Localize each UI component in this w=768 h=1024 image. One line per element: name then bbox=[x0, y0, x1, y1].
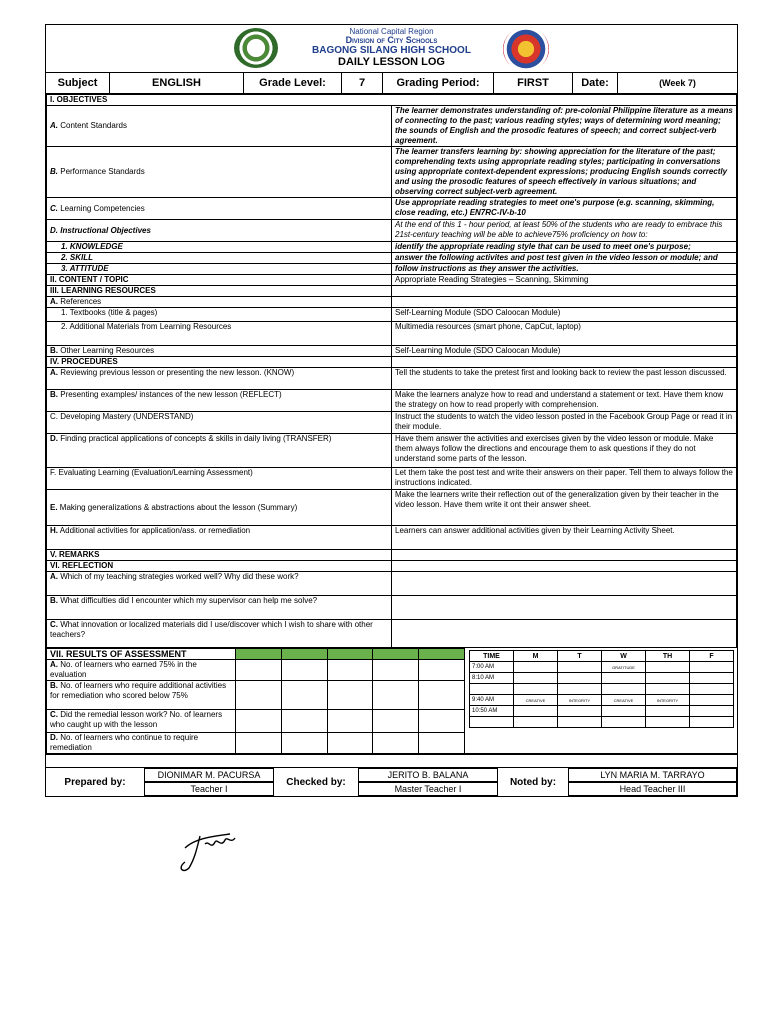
procedure-label: F. Evaluating Learning (Evaluation/Learning Assessment) bbox=[47, 468, 392, 490]
schedule-cell: GRATITUDE bbox=[602, 662, 646, 673]
resources-heading: III. LEARNING RESOURCES bbox=[47, 286, 392, 297]
assessment-table bbox=[46, 648, 465, 754]
content-standards-text: The learner demonstrates understanding of: pre-colonial Philippine literature as a means of connecting to the past; various reading styles; ways of determining word meaning; the sounds of English and the prosodic features of speech; and correct subject-verb agreement. bbox=[392, 106, 737, 147]
schedule-area bbox=[465, 648, 737, 754]
schedule-cell: INTEGRITY bbox=[646, 695, 690, 706]
school-seal-logo bbox=[234, 28, 278, 68]
schedule-cell bbox=[690, 673, 734, 684]
schedule-cell bbox=[646, 673, 690, 684]
references-label: A. References bbox=[47, 297, 392, 308]
lesson-table bbox=[46, 94, 737, 648]
procedure-label: A. Reviewing previous lesson or presenting the new lesson. (KNOW) bbox=[47, 368, 392, 390]
prepared-by-role: Teacher I bbox=[144, 782, 274, 796]
schedule-cell bbox=[602, 717, 646, 728]
schedule-table bbox=[469, 650, 734, 728]
schedule-cell: INTEGRITY bbox=[558, 695, 602, 706]
document-header bbox=[46, 25, 737, 73]
schedule-cell bbox=[602, 684, 646, 695]
content-heading: II. CONTENT / TOPIC bbox=[47, 275, 392, 286]
schedule-header: W bbox=[602, 651, 646, 662]
schedule-cell bbox=[514, 684, 558, 695]
schedule-cell: 10:50 AM bbox=[470, 706, 514, 717]
noted-by-role: Head Teacher III bbox=[568, 782, 737, 796]
subject-value: ENGLISH bbox=[110, 73, 244, 93]
procedure-label: H. Additional activities for application/ass. or remediation bbox=[47, 526, 392, 550]
schedule-cell bbox=[646, 662, 690, 673]
assessment-label: D. No. of learners who continue to require remediation bbox=[47, 733, 236, 754]
assessment-label: A. No. of learners who earned 75% in the evaluation bbox=[47, 660, 236, 681]
procedure-label: D. Finding practical applications of concepts & skills in daily living (TRANSFER) bbox=[47, 434, 392, 468]
assessment-heading: VII. RESULTS OF ASSESSMENT bbox=[47, 649, 236, 660]
additional-materials-label: 2. Additional Materials from Learning Resources bbox=[47, 322, 392, 346]
instructional-objectives-text: At the end of this 1 - hour period, at least 50% of the students who are ready to embrace this 21st-century teaching will be able to achieve75% proficiency on how to: bbox=[392, 220, 737, 242]
schedule-cell bbox=[690, 695, 734, 706]
schedule-header: F bbox=[690, 651, 734, 662]
schedule-cell bbox=[690, 706, 734, 717]
learning-competencies-label: C. Learning Competencies bbox=[47, 198, 392, 220]
region-text: National Capital Region bbox=[349, 27, 434, 36]
performance-standards-label: B. Performance Standards bbox=[47, 147, 392, 198]
reflection-label: B. What difficulties did I encounter which my supervisor can help me solve? bbox=[47, 596, 392, 620]
schedule-cell bbox=[514, 706, 558, 717]
schedule-cell bbox=[470, 684, 514, 695]
prepared-by-name: DIONIMAR M. PACURSA bbox=[144, 768, 274, 782]
learning-competencies-text: Use appropriate reading strategies to meet one's purpose (e.g. scanning, skimming, close reading, etc.) EN7RC-IV-b-10 bbox=[392, 198, 737, 220]
schedule-cell bbox=[558, 706, 602, 717]
procedure-text: Make the learners write their reflection out of the generalization given by their teacher in the video lesson. Have them write it ont their answer sheet. bbox=[392, 490, 737, 526]
procedure-text: Instruct the students to watch the video lesson posted in the Facebook Group Page or read it in their module. bbox=[392, 412, 737, 434]
procedure-label: B. Presenting examples/ instances of the new lesson (REFLECT) bbox=[47, 390, 392, 412]
content-standards-label: A. Content Standards bbox=[47, 106, 392, 147]
grade-value: 7 bbox=[342, 73, 383, 93]
signature-footer bbox=[46, 767, 737, 796]
schedule-cell: CREATIVE bbox=[602, 695, 646, 706]
content-text: Appropriate Reading Strategies – Scanning, Skimming bbox=[392, 275, 737, 286]
schedule-cell: CREATIVE bbox=[514, 695, 558, 706]
attitude-text: follow instructions as they answer the activities. bbox=[392, 264, 737, 275]
date-value: (Week 7) bbox=[659, 78, 696, 88]
reflection-label: A. Which of my teaching strategies worked well? Why did these work? bbox=[47, 572, 392, 596]
checked-by-name: JERITO B. BALANA bbox=[358, 768, 498, 782]
skill-label: 2. SKILL bbox=[47, 253, 392, 264]
textbooks-text: Self-Learning Module (SDO Caloocan Module) bbox=[392, 308, 737, 322]
school-name: BAGONG SILANG HIGH SCHOOL bbox=[312, 45, 471, 56]
schedule-cell bbox=[646, 706, 690, 717]
schedule-cell bbox=[690, 684, 734, 695]
instructional-objectives-label: D. Instructional Objectives bbox=[47, 220, 392, 242]
schedule-cell bbox=[690, 717, 734, 728]
noted-by-block bbox=[568, 768, 737, 796]
knowledge-text: identify the appropriate reading style that can be used to meet one's purpose; bbox=[392, 242, 737, 253]
schedule-cell bbox=[514, 662, 558, 673]
schedule-cell bbox=[558, 673, 602, 684]
division-text: Division of City Schools bbox=[345, 35, 438, 45]
schedule-cell bbox=[514, 717, 558, 728]
skill-text: answer the following activites and post test given in the video lesson or module; and bbox=[392, 253, 737, 264]
noted-by-name: LYN MARIA M. TARRAYO bbox=[568, 768, 737, 782]
document-title: DAILY LESSON LOG bbox=[338, 56, 445, 68]
assessment-label: B. No. of learners who require additional activities for remediation who scored below 75% bbox=[47, 681, 236, 710]
schedule-cell bbox=[514, 673, 558, 684]
date-label: Date: bbox=[573, 73, 618, 93]
grade-label: Grade Level: bbox=[244, 73, 342, 93]
prepared-by-block bbox=[144, 768, 274, 796]
assessment-section bbox=[46, 648, 737, 754]
textbooks-label: 1. Textbooks (title & pages) bbox=[47, 308, 392, 322]
remarks-heading: V. REMARKS bbox=[47, 550, 392, 561]
schedule-cell bbox=[558, 684, 602, 695]
schedule-cell bbox=[690, 662, 734, 673]
procedure-label: C. Developing Mastery (UNDERSTAND) bbox=[47, 412, 392, 434]
procedure-text: Learners can answer additional activities given by their Learning Activity Sheet. bbox=[392, 526, 737, 550]
schedule-cell bbox=[470, 717, 514, 728]
schedule-cell bbox=[646, 684, 690, 695]
procedures-heading: IV. PROCEDURES bbox=[47, 357, 392, 368]
assessment-label: C. Did the remedial lesson work? No. of learners who caught up with the lesson bbox=[47, 710, 236, 733]
period-label: Grading Period: bbox=[383, 73, 494, 93]
city-seal-logo bbox=[503, 27, 549, 71]
procedure-text: Make the learners analyze how to read and understand a statement or text. Have them know the strategy on how to read properly with comprehension. bbox=[392, 390, 737, 412]
procedure-text: Tell the students to take the pretest first and looking back to review the past lesson discussed. bbox=[392, 368, 737, 390]
subject-row bbox=[46, 73, 737, 94]
reflection-label: C. What innovation or localized materials did I use/discover which I wish to share with other teachers? bbox=[47, 620, 392, 648]
handwritten-signature bbox=[175, 828, 245, 876]
schedule-cell: 7:00 AM bbox=[470, 662, 514, 673]
schedule-cell bbox=[558, 717, 602, 728]
schedule-cell: 9:40 AM bbox=[470, 695, 514, 706]
period-value: FIRST bbox=[494, 73, 573, 93]
schedule-cell bbox=[602, 706, 646, 717]
schedule-cell bbox=[602, 673, 646, 684]
schedule-cell bbox=[646, 717, 690, 728]
subject-label: Subject bbox=[46, 73, 110, 93]
schedule-header: TH bbox=[646, 651, 690, 662]
noted-by-label: Noted by: bbox=[509, 776, 557, 788]
knowledge-label: 1. KNOWLEDGE bbox=[47, 242, 392, 253]
objectives-heading: I. OBJECTIVES bbox=[47, 95, 737, 106]
attitude-label: 3. ATTITUDE bbox=[47, 264, 392, 275]
checked-by-role: Master Teacher I bbox=[358, 782, 498, 796]
schedule-header: M bbox=[514, 651, 558, 662]
other-resources-label: B. Other Learning Resources bbox=[47, 346, 392, 357]
checked-by-block bbox=[358, 768, 498, 796]
procedure-label: E. Making generalizations & abstractions about the lesson (Summary) bbox=[47, 490, 392, 526]
performance-standards-text: The learner transfers learning by: showing appreciation for the literature of the past; comprehending texts using appropriate reading styles; participating in conversations using appropriate context-dependent expressions; producing English sounds correctly and using the prosodic features of speech effectively in various situations; and observing correct subject-verb agreement. bbox=[392, 147, 737, 198]
schedule-cell bbox=[558, 662, 602, 673]
other-resources-text: Self-Learning Module (SDO Caloocan Module) bbox=[392, 346, 737, 357]
schedule-cell: 8:10 AM bbox=[470, 673, 514, 684]
checked-by-label: Checked by: bbox=[286, 776, 346, 788]
schedule-header: TIME bbox=[470, 651, 514, 662]
procedure-text: Have them answer the activities and exercises given by the video lesson or module. Make them always follow the directions and encourage them to ask questions if they do not understand some parts of the lesson. bbox=[392, 434, 737, 468]
reflection-heading: VI. REFLECTION bbox=[47, 561, 392, 572]
procedure-text: Let them take the post test and write their answers on their paper. Tell them to always follow the instructions indicated. bbox=[392, 468, 737, 490]
schedule-header: T bbox=[558, 651, 602, 662]
prepared-by-label: Prepared by: bbox=[64, 776, 126, 788]
additional-materials-text: Multimedia resources (smart phone, CapCut, laptop) bbox=[392, 322, 737, 346]
lesson-log-document bbox=[45, 24, 738, 797]
